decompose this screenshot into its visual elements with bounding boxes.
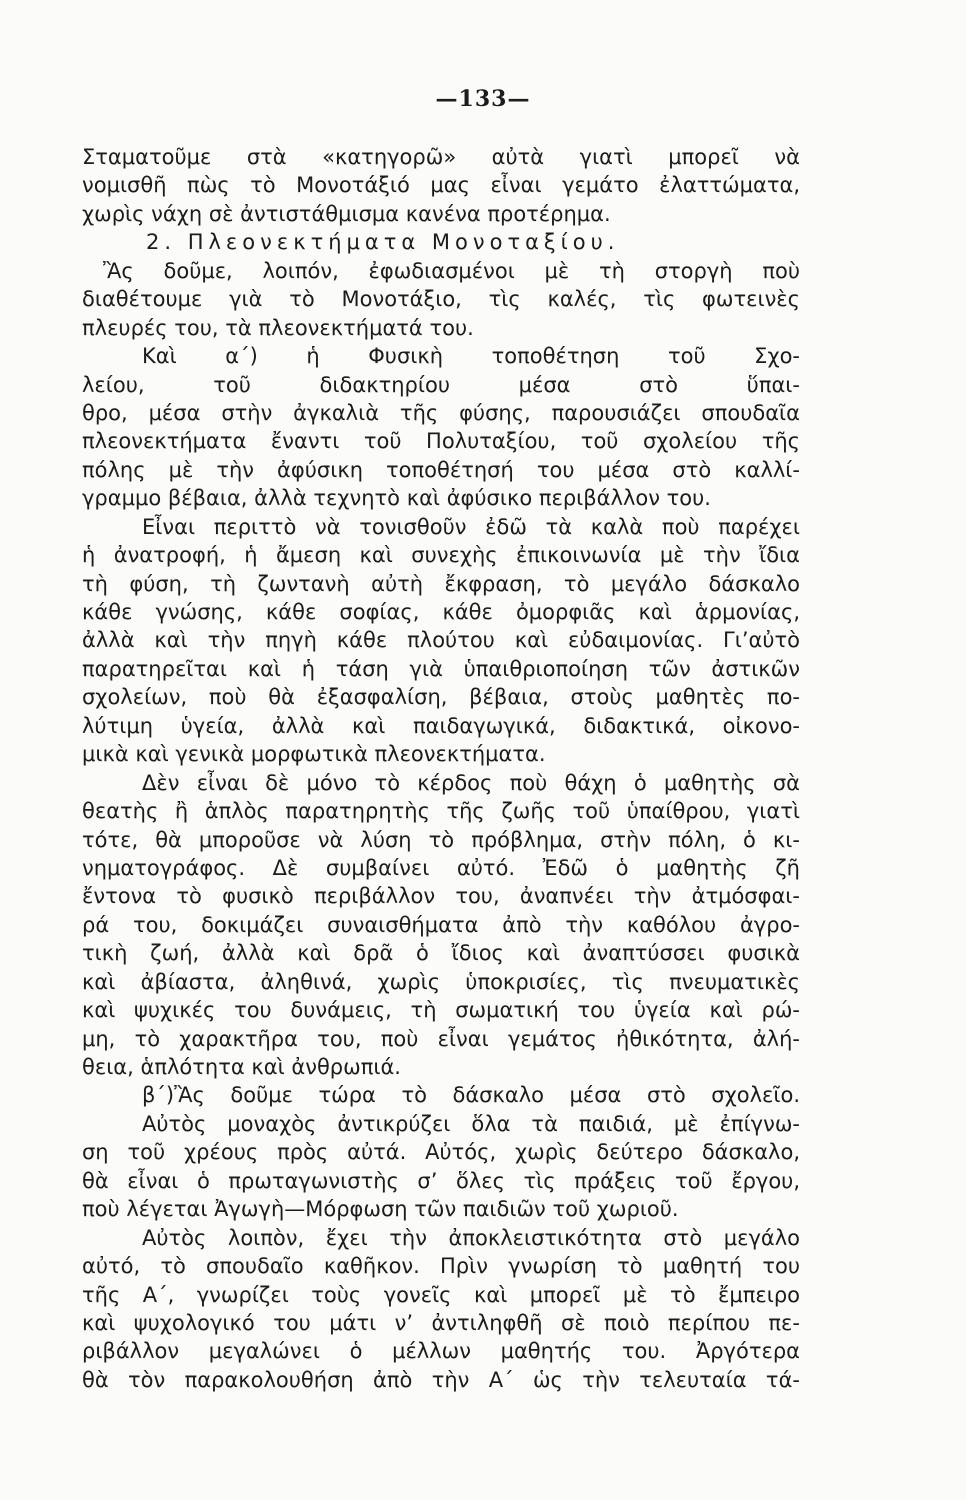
text-line: Σταματοῦμε στὰ «κατηγορῶ» αὐτὰ γιατὶ μπορεῖ νὰ: [82, 145, 800, 169]
body-text: [82, 143, 800, 1394]
text-line: Αὐτὸς μοναχὸς ἀντικρύζει ὅλα τὰ παιδιά, μὲ ἐπίγνω-: [142, 1111, 800, 1136]
text-line: καὶ ψυχολογικό του μάτι ν’ ἀντιληφθῆ σὲ ποιὸ περίπου πε-: [82, 1310, 800, 1335]
text-line: Ἂς δοῦμε, λοιπόν, ἐφωδιασμένοι μὲ τὴ στοργὴ ποὺ: [103, 258, 800, 283]
text-line: ρά του, δοκιμάζει συναισθήματα ἀπὸ τὴν καθόλου ἀγρο-: [82, 912, 800, 937]
text-line: ἔντονα τὸ φυσικὸ περιβάλλον του, ἀναπνέει τὴν ἀτμόσφαι-: [82, 884, 800, 909]
text-line: Εἶναι περιττὸ νὰ τονισθοῦν ἐδῶ τὰ καλὰ ποὺ παρέχει: [142, 514, 800, 539]
text-line: θὰ εἶναι ὁ πρωταγωνιστὴς σ’ ὅλες τὶς πράξεις τοῦ ἔργου,: [82, 1168, 800, 1193]
text-line: 2. Πλεονεκτήματα Μονοταξίου.: [146, 230, 620, 255]
text-line: μικὰ καὶ γενικὰ μορφωτικὰ πλεονεκτήματα.: [82, 742, 546, 767]
text-line: τότε, θὰ μποροῦσε νὰ λύση τὸ πρόβλημα, στὴν πόλη, ὁ κι-: [82, 827, 800, 852]
text-line: ποὺ λέγεται Ἀγωγὴ—Μόρφωση τῶν παιδιῶν τοῦ χωριοῦ.: [82, 1197, 679, 1222]
text-line: ριβάλλον μεγαλώνει ὁ μέλλων μαθητής του. Ἀργότερα: [82, 1339, 800, 1364]
text-line: Δὲν εἶναι δὲ μόνο τὸ κέρδος ποὺ θάχη ὁ μαθητὴς σὰ: [142, 770, 800, 795]
text-line: τικὴ ζωή, ἀλλὰ καὶ δρᾶ ὁ ἴδιος καὶ ἀναπτύσσει φυσικὰ: [82, 941, 800, 966]
text-line: πλευρές του, τὰ πλεονεκτήματά του.: [82, 315, 474, 340]
text-line: νομισθῆ πὼς τὸ Μονοτάξιό μας εἶναι γεμάτο ἐλαττώματα,: [82, 173, 800, 198]
text-line: θρο, μέσα στὴν ἀγκαλιὰ τῆς φύσης, παρουσιάζει σπουδαῖα: [82, 400, 800, 425]
text-line: ση τοῦ χρέους πρὸς αὐτά. Αὐτός, χωρὶς δεύτερο δάσκαλο,: [82, 1140, 800, 1165]
text-line: Αὐτὸς λοιπὸν, ἔχει τὴν ἀποκλειστικότητα στὸ μεγάλο: [142, 1225, 800, 1250]
text-line: πόλης μὲ τὴν ἀφύσικη τοποθέτησή του μέσα στὸ καλλί-: [82, 457, 800, 482]
text-line: νηματογράφος. Δὲ συμβαίνει αὐτό. Ἐδῶ ὁ μαθητὴς ζῆ: [82, 855, 800, 880]
text-line: σχολείων, ποὺ θὰ ἐξασφαλίση, βέβαια, στοὺς μαθητὲς πο-: [82, 685, 800, 710]
text-line: θεια, ἁπλότητα καὶ ἀνθρωπιά.: [82, 1055, 401, 1079]
text-line: λείου, τοῦ διδακτηρίου μέσα στὸ ὕπαι-: [82, 372, 800, 397]
page-number: —133—: [435, 86, 531, 112]
text-line: τὴ φύση, τὴ ζωντανὴ αὐτὴ ἔκφραση, τὸ μεγάλο δάσκαλο: [82, 571, 800, 596]
text-line: τῆς Α΄, γνωρίζει τοὺς γονεῖς καὶ μπορεῖ μὲ τὸ ἔμπειρο: [82, 1282, 800, 1307]
text-line: καὶ ἀβίαστα, ἀληθινά, χωρὶς ὑποκρισίες, τὶς πνευματικὲς: [82, 969, 800, 994]
text-line: θεατὴς ἢ ἁπλὸς παρατηρητὴς τῆς ζωῆς τοῦ ὑπαίθρου, γιατὶ: [82, 799, 800, 824]
text-line: χωρὶς νάχη σὲ ἀντιστάθμισμα κανένα προτέρημα.: [82, 201, 611, 226]
text-line: ἀλλὰ καὶ τὴν πηγὴ κάθε πλούτου καὶ εὐδαιμονίας. Γι’αὐτὸ: [82, 628, 800, 653]
text-line: πλεονεκτήματα ἔναντι τοῦ Πολυταξίου, τοῦ σχολείου τῆς: [82, 429, 800, 454]
text-line: παρατηρεῖται καὶ ἡ τάση γιὰ ὑπαιθριοποίηση τῶν ἀστικῶν: [82, 656, 800, 681]
text-line: β΄)Ἂς δοῦμε τώρα τὸ δάσκαλο μέσα στὸ σχολεῖο.: [142, 1083, 800, 1108]
text-line: γραμμο βέβαια, ἀλλὰ τεχνητὸ καὶ ἀφύσικο περιβάλλον του.: [82, 486, 711, 511]
text-line: θὰ τὸν παρακολουθήση ἀπὸ τὴν Α΄ ὡς τὴν τελευταία τά-: [82, 1367, 800, 1392]
text-line: μη, τὸ χαρακτῆρα του, ποὺ εἶναι γεμάτος ἠθικότητα, ἀλή-: [82, 1026, 800, 1051]
text-line: καὶ ψυχικές του δυνάμεις, τὴ σωματική του ὑγεία καὶ ρώ-: [82, 998, 800, 1023]
text-line: κάθε γνώσης, κάθε σοφίας, κάθε ὀμορφιᾶς καὶ ἁρμονίας,: [82, 600, 800, 624]
text-line: διαθέτουμε γιὰ τὸ Μονοτάξιο, τὶς καλές, τὶς φωτεινὲς: [82, 287, 800, 312]
text-line: λύτιμη ὑγεία, ἀλλὰ καὶ παιδαγωγικά, διδακτικά, οἰκονο-: [82, 713, 800, 738]
text-line: ἡ ἀνατροφή, ἡ ἄμεση καὶ συνεχὴς ἐπικοινωνία μὲ τὴν ἴδια: [82, 543, 800, 568]
text-line: Καὶ α΄) ἡ Φυσικὴ τοποθέτηση τοῦ Σχο-: [142, 344, 800, 369]
text-line: αὐτό, τὸ σπουδαῖο καθῆκον. Πρὶν γνωρίση τὸ μαθητή του: [82, 1254, 800, 1279]
